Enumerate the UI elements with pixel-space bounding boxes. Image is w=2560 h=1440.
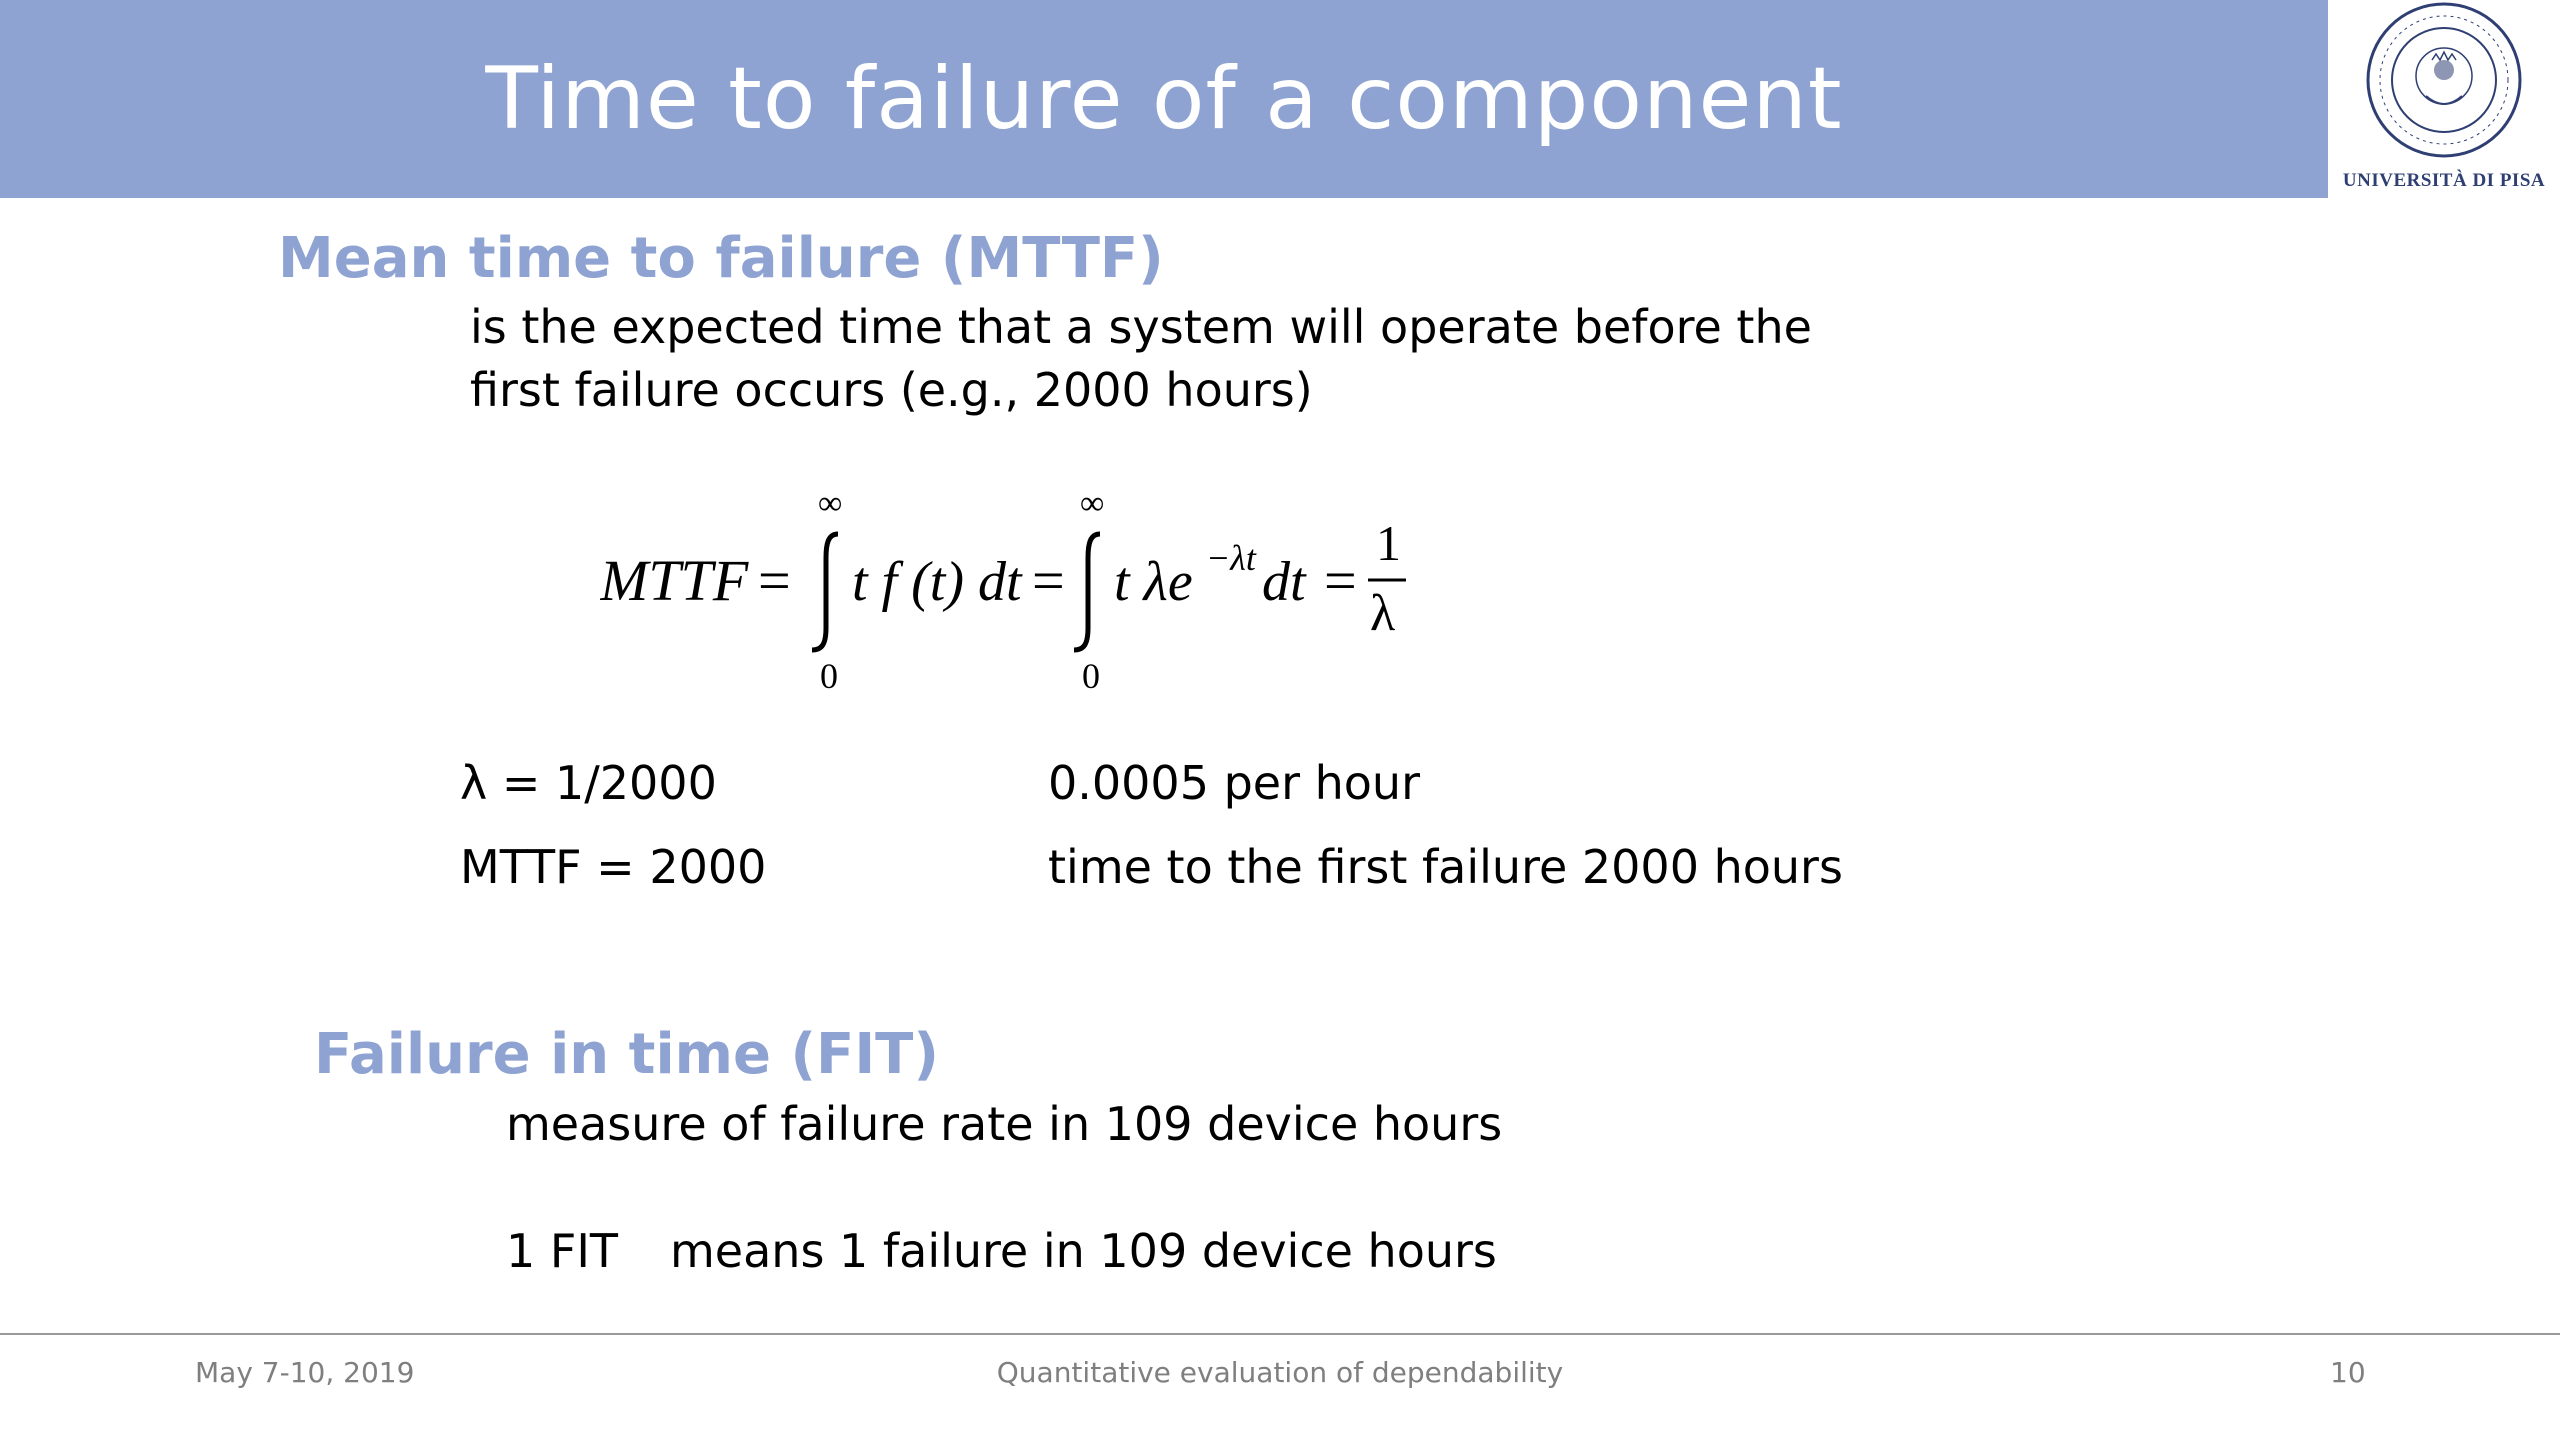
formula-lhs: MTTF	[600, 548, 749, 613]
formula-equals-3: =	[1324, 548, 1357, 613]
university-logo	[2328, 0, 2560, 198]
integral-sign-2	[1074, 534, 1100, 650]
mttf-value: MTTF = 2000	[460, 840, 767, 894]
logo-text: UNIVERSITÀ DI PISA	[2342, 170, 2546, 191]
formula-equals-2: =	[1032, 548, 1065, 613]
mttf-formula	[600, 478, 1420, 698]
formula-integrand-2-dt: dt	[1262, 551, 1306, 613]
fit-heading: Failure in time (FIT)	[314, 1022, 939, 1087]
integral-1-upper: ∞	[818, 485, 843, 522]
footer-date: May 7-10, 2019	[195, 1356, 415, 1389]
footer-divider	[0, 1333, 2560, 1335]
lambda-value: λ = 1/2000	[460, 756, 717, 810]
integral-sign-1	[812, 534, 838, 650]
integral-2-upper: ∞	[1080, 485, 1105, 522]
fraction-denominator: λ	[1370, 585, 1396, 642]
mttf-definition-line-1: is the expected time that a system will operate before the	[470, 300, 1812, 354]
fraction-numerator: 1	[1376, 515, 1401, 571]
integral-2-lower: 0	[1082, 656, 1100, 696]
footer-title: Quantitative evaluation of dependability	[996, 1356, 1564, 1389]
formula-equals-1: =	[758, 548, 791, 613]
fit-definition: measure of failure rate in 109 device hours	[506, 1097, 1503, 1151]
formula-integrand-1: t f (t) dt	[852, 551, 1022, 613]
university-seal-icon	[2328, 0, 2560, 198]
fit-example-label: 1 FIT	[506, 1224, 619, 1278]
mttf-heading: Mean time to failure (MTTF)	[278, 226, 1164, 291]
mttf-description: time to the first failure 2000 hours	[1048, 840, 1843, 894]
fit-example-text: means 1 failure in 109 device hours	[670, 1224, 1497, 1278]
mttf-definition-line-2: first failure occurs (e.g., 2000 hours)	[470, 363, 1313, 417]
slide-title: Time to failure of a component	[485, 49, 1843, 149]
formula-integrand-2: t λe	[1114, 551, 1193, 613]
formula-exponent: −λt	[1206, 538, 1256, 578]
footer-page-number: 10	[2330, 1356, 2366, 1389]
integral-1-lower: 0	[820, 656, 838, 696]
lambda-description: 0.0005 per hour	[1048, 756, 1420, 810]
